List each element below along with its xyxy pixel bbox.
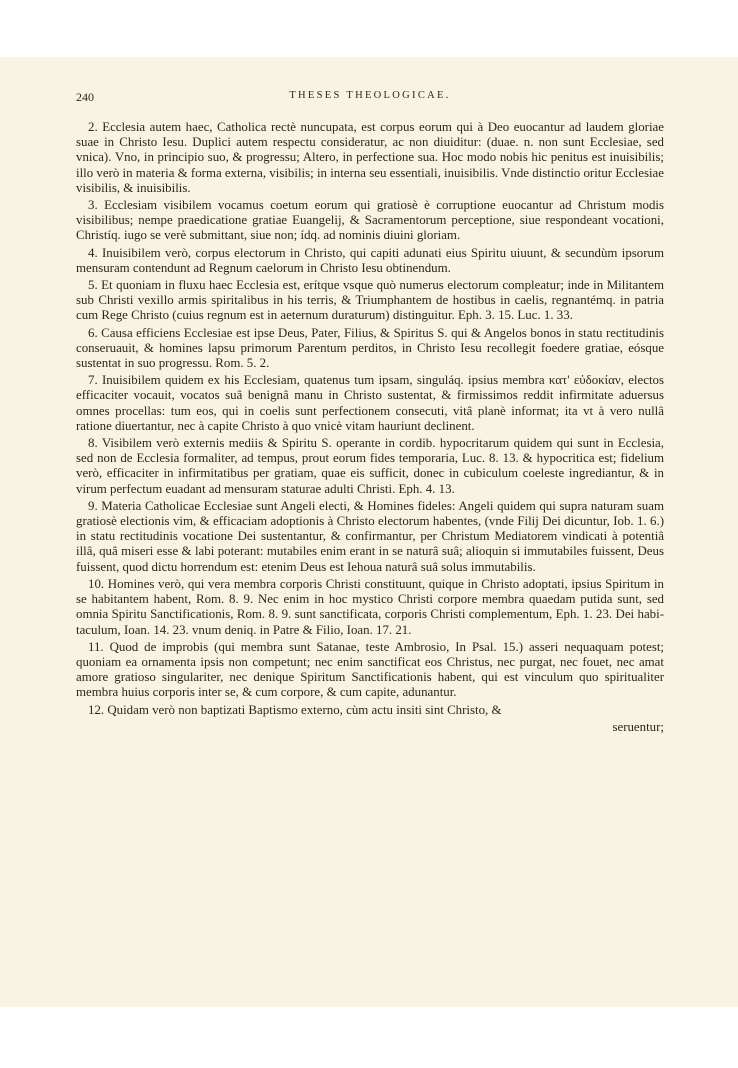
paragraph: 9. Materia Catholicae Ecclesiae sunt Angeli electi, & Homines fideles: Angeli quidem qui supra naturam suam gratiosè electionis vim, & efficaciam adoptionis à Christo electorum habentes, (vnde Filij Dei dicuntur, Iob. 1. 6.) in statu rectitudinis vocatione Dei sustentantur, & confirmantur, per Christum Mediatorem vindicati à potentiâ illâ, quâ miseri esse & labi poterant: mutabiles enim erant in se naturâ suâ; alioquin si immutabiles fuissent, Deus fuissent, quod dictu horrendum est: etenim Deus est Iehoua naturâ suâ solus immutabilis. [76,498,664,574]
paragraph: 8. Visibilem verò externis mediis & Spiritu S. operante in cordib. hypocritarum quidem qui sunt in Ecclesia, sed non de Ecclesia formaliter, ad tempus, prout eorum fides temporaria, Luc. 8. 13. & hypocritica est; fidelium verò, efficaciter in infirmitatibus per gratiam, quae eis sufficit, donec in cubiculum coeleste ingrediantur, & in virum perfectum euadant ad mensuram staturae adulti Christi. Eph. 4. 13. [76,436,664,496]
paragraph: 11. Quod de improbis (qui membra sunt Satanae, teste Ambrosio, In Psal. 15.) asseri nequaquam potest; quoniam ea ornamenta ipsis non competunt; nec enim sanctificat eos Christus, nec purgat, nec fouet, nec amat amore gratioso singulariter, nec denique Spiritum Sanctificationis habent, qui est vinculum quo spiritualiter membra huius corporis inter se, & cum corpore, & cum capite, adunantur. [76,639,664,700]
body-text [76,120,664,737]
page-header [76,90,664,104]
paragraph: 2. Ecclesia autem haec, Catholica rectè nuncupata, est corpus eorum qui à Deo euocantur ad laudem gloriae suae in Christo Iesu. Duplici autem respectu consideratur, ac non diuiditur: (duae. n. non sunt Ecclesiae, sed vnica). Vno, in principio suo, & progressu; Altero, in perfectione sua. Hoc modo nobis hic penitus est inuisibilis; illo verò in materia & forma externa, visibilis; in interna seu essentiali, inuisibilis. Vnde distinctio oritur Ecclesiae visibilis, & inuisibilis. [76,120,664,195]
catchword: seruentur; [612,719,664,734]
running-title: THESES THEOLOGICAE. [289,90,451,101]
paragraph: 7. Inuisibilem quidem ex his Ecclesiam, quatenus tum ipsam, singuláq. ipsius membra κατ' εὐδοκίαν, electos efficaciter vocauit, vocatos suâ benignâ manu in Christo sustentat, & firmissimos reddit infirmitate aduersus omnes procellas: tum eos, qui in coelis sunt perfectionem consecuti, vitâ planè informat; ita vt à vero nullâ ratione diuertantur, nec à capite Christo à quo vnicè vitam hauriunt declinent. [76,373,664,433]
paragraph: 12. Quidam verò non baptizati Baptismo externo, cùm actu insiti sint Christo, & [88,702,502,717]
paragraph: 3. Ecclesiam visibilem vocamus coetum eorum qui gratiosè è corruptione euocantur ad Christum modis visibilibus; nempe praedicatione gratiae Euangelij, & Sacramentorum perceptione, siue respondeant vocationi, Christíq. iugo se verè submittant, siue non; ídq. ad nominis diuini gloriam. [76,198,664,243]
paragraph: 5. Et quoniam in fluxu haec Ecclesia est, erítque vsque quò numerus electorum compleatur; inde in Militantem sub Christi vexillo armis spiritalibus in his terris, & Triumphantem de hostibus in caelis, regnantémq. in patria cum Rege Christo (cuius regnum est in aeternum duraturum) distinguitur. Eph. 3. 15. Luc. 1. 33. [76,278,664,323]
paragraph: 10. Homines verò, qui vera membra corporis Christi constituunt, quique in Christo adoptati, ipsius Spiritum in se habitantem habent, Rom. 8. 9. Nec enim in hoc mystico Christi corpore membra quaedam putida sunt, sed omnia Spiritu Sanctificationis, Rom. 8. 9. sunt sanctificata, corporis Christi complementum, Eph. 1. 23. Dei habitaculum, Ioan. 14. 23. vnum deniq. in Patre & Filio, Ioan. 17. 21. [76,576,664,637]
paragraph: 4. Inuisibilem verò, corpus electorum in Christo, qui capiti adunati eius Spiritu uiuunt, & secundùm ipsorum mensuram contendunt ad Regnum caelorum in Christo Iesu obtinendum. [76,245,664,275]
paragraph: 6. Causa efficiens Ecclesiae est ipse Deus, Pater, Filius, & Spiritus S. qui & Angelos bonos in statu rectitudinis conseruauit, & homines lapsu primorum Parentum perditos, in Christo Iesu recollegit foedere gratiae, eósque sustentat in suo progressu. Rom. 5. 2. [76,325,664,371]
page-number: 240 [76,90,94,104]
